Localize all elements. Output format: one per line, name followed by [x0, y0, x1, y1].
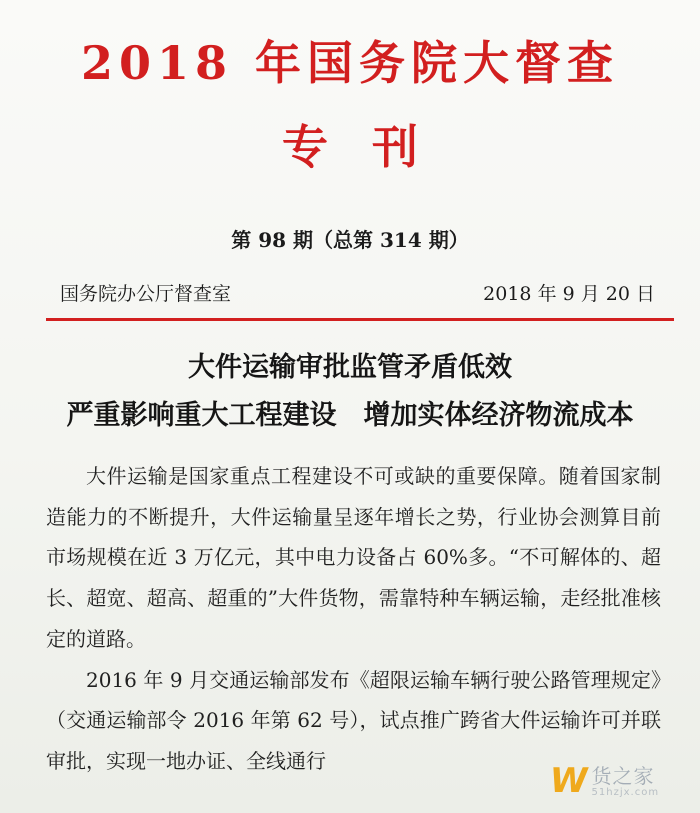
- headline-line-1: 大件运输审批监管矛盾低效: [188, 352, 512, 383]
- watermark-letter: W: [546, 761, 592, 801]
- watermark-logo-icon: [546, 757, 690, 805]
- issuing-office: 国务院办公厅督查室: [60, 283, 232, 305]
- watermark-text: [592, 765, 660, 798]
- article-headline: [0, 344, 700, 440]
- paragraph-1: 大件运输是国家重点工程建设不可或缺的重要保障。随着国家制造能力的不断提升，大件运输量呈逐年增长之势，行业协会测算目前市场规模在近 3 万亿元，其中电力设备占 60%多。“不可解体的、超长、超宽、超高、超重的”大件货物，需靠特种车辆运输，走经批准核定的道路。: [46, 464, 661, 651]
- issue-number: 第 98 期（总第 314 期）: [231, 228, 469, 252]
- issue-date: 2018 年 9 月 20 日: [483, 283, 655, 305]
- headline-line-2: 严重影响重大工程建设 增加实体经济物流成本: [66, 400, 634, 431]
- watermark-brand: 货之家: [591, 763, 655, 788]
- page-subtitle: 专刊: [282, 120, 462, 174]
- meta-row: [60, 283, 655, 306]
- page-title: 2018 年国务院大督查: [80, 36, 620, 90]
- watermark-url: 51hzjx.com: [591, 786, 660, 798]
- paragraph-2: 2016 年 9 月交通运输部发布《超限运输车辆行驶公路管理规定》（交通运输部令 2016 年第 62 号），试点推广跨省大件运输许可并联审批，实现一地办证、全线通行: [46, 667, 661, 773]
- red-divider: [46, 318, 674, 321]
- article-body: [46, 456, 661, 782]
